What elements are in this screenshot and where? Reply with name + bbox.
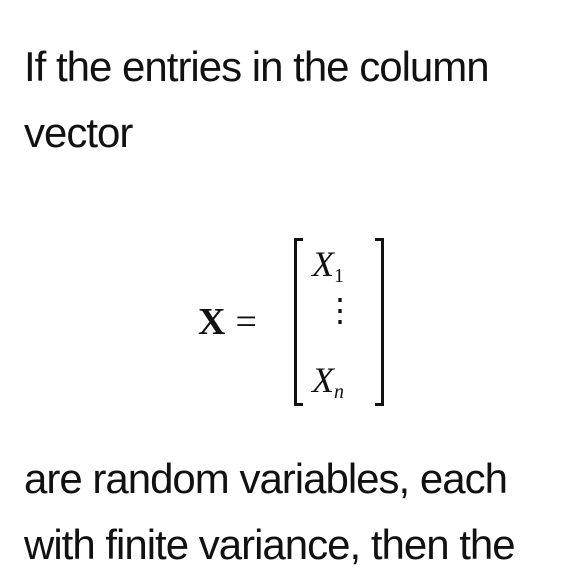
equals-sign: = bbox=[235, 301, 257, 343]
matrix-entry-first bbox=[312, 244, 344, 287]
entry-last-subscript: n bbox=[334, 381, 344, 403]
follow-line-1: are random variables, each bbox=[24, 455, 507, 502]
intro-line-1: If the entries in the column bbox=[24, 43, 489, 90]
entry-first-base: X bbox=[312, 244, 334, 284]
column-vector-equation bbox=[198, 234, 398, 414]
right-bracket bbox=[375, 238, 384, 406]
entry-last-base: X bbox=[312, 360, 334, 400]
matrix-entry-last bbox=[312, 360, 344, 403]
intro-paragraph bbox=[24, 34, 489, 166]
follow-paragraph bbox=[24, 446, 515, 578]
left-bracket bbox=[294, 238, 303, 406]
follow-line-2: with finite variance, then the bbox=[24, 521, 515, 568]
vector-symbol: X bbox=[198, 301, 226, 343]
intro-line-2: vector bbox=[24, 109, 133, 156]
equation-lhs bbox=[198, 302, 257, 342]
vertical-ellipsis: ⋮ bbox=[324, 292, 356, 328]
column-matrix bbox=[294, 238, 384, 410]
entry-first-subscript: 1 bbox=[334, 265, 344, 287]
